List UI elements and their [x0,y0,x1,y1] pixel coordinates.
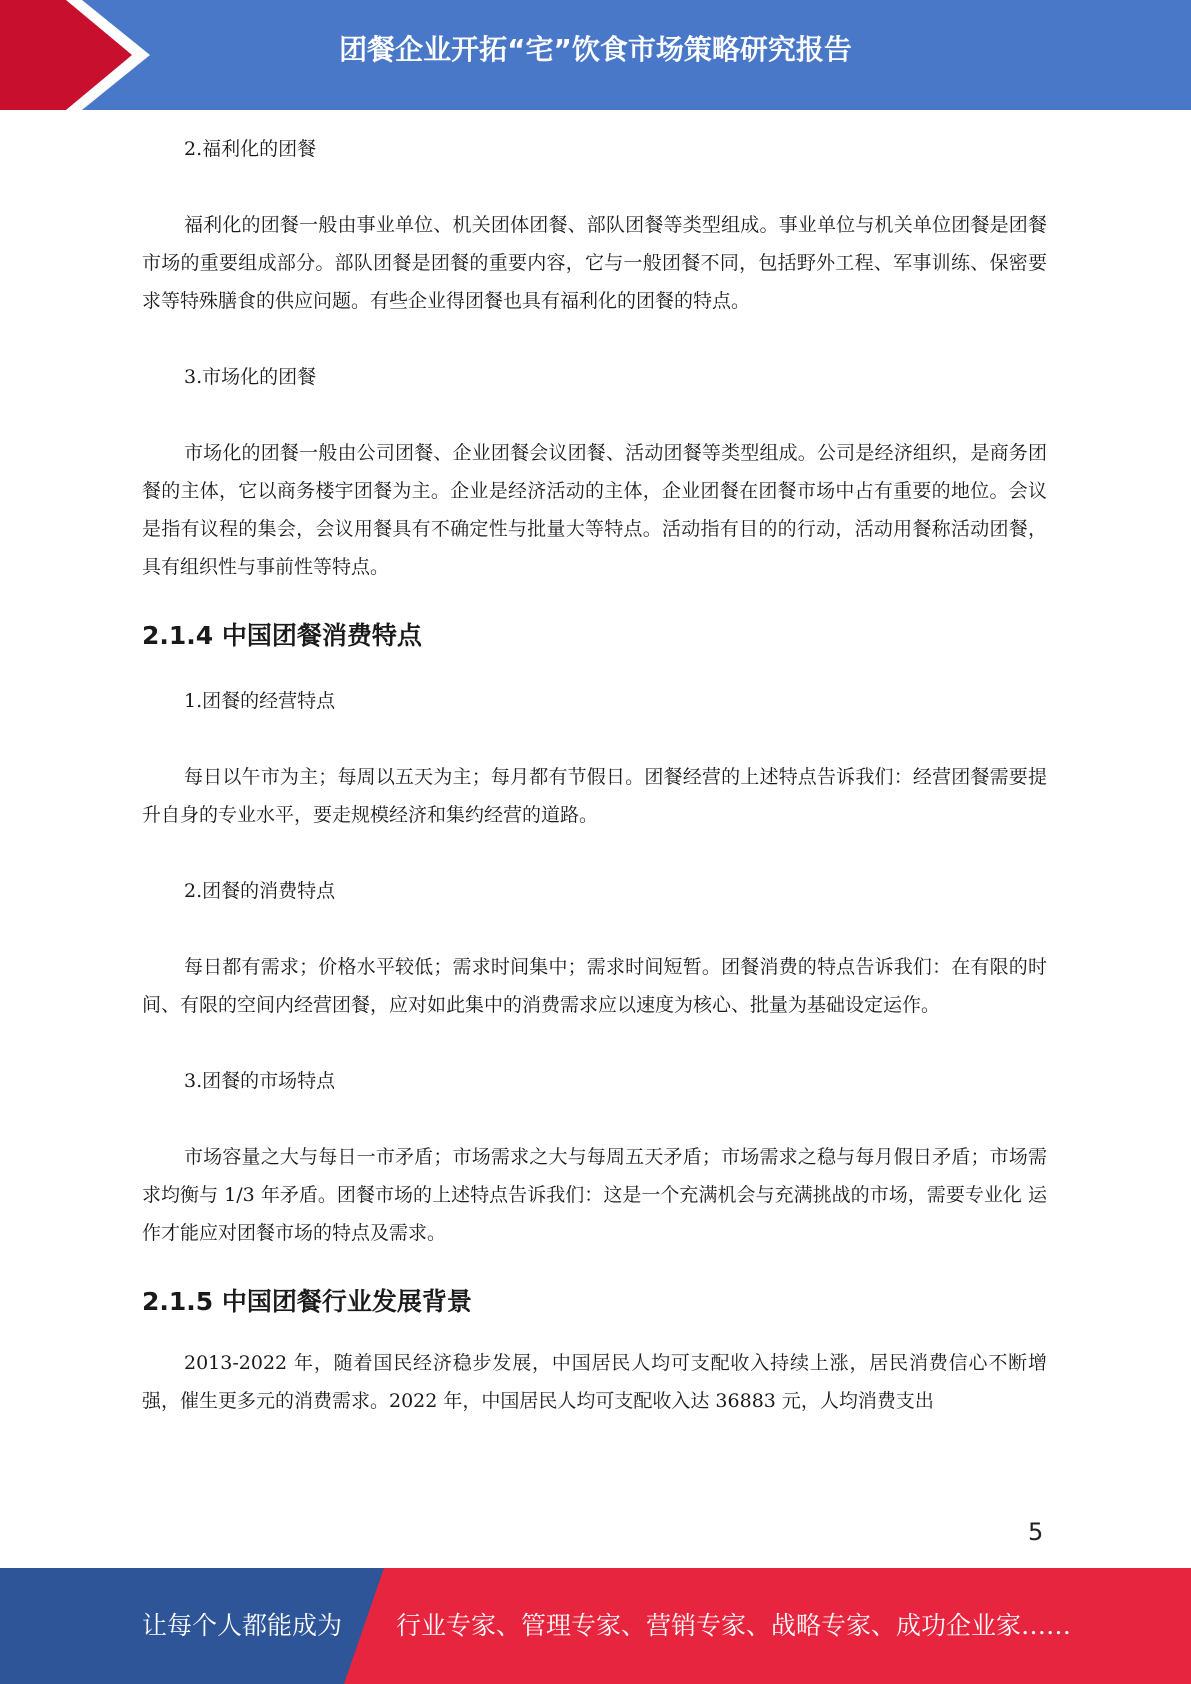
subheading: 1.团餐的经营特点 [184,690,336,712]
subheading: 3.市场化的团餐 [184,366,317,388]
paragraph: 2013-2022 年，随着国民经济稳步发展，中国居民人均可支配收入持续上涨，居民消费信心不断增强，催生更多元的消费需求。2022 年，中国居民人均可支配收入达 36883 元，人均消费支出 [142,1352,1047,1412]
paragraph: 福利化的团餐一般由事业单位、机关团体团餐、部队团餐等类型组成。事业单位与机关单位团餐是团餐市场的重要组成部分。部队团餐是团餐的重要内容，它与一般团餐不同，包括野外工程、军事训练、保密要求等特殊膳食的供应问题。有些企业得团餐也具有福利化的团餐的特点。 [142,214,1047,312]
section-heading: 2.1.5 中国团餐行业发展背景 [142,1287,472,1316]
report-footer [0,1568,1191,1684]
paragraph: 市场化的团餐一般由公司团餐、企业团餐会议团餐、活动团餐等类型组成。公司是经济组织，是商务团餐的主体，它以商务楼宇团餐为主。企业是经济活动的主体，企业团餐在团餐市场中占有重要的地位。会议是指有议程的集会，会议用餐具有不确定性与批量大等特点。活动指有目的的行动，活动用餐称活动团餐，具有组织性与事前性等特点。 [142,442,1047,578]
subheading: 2.福利化的团餐 [184,138,317,160]
paragraph: 每日都有需求；价格水平较低；需求时间集中；需求时间短暂。团餐消费的特点告诉我们：在有限的时间、有限的空间内经营团餐，应对如此集中的消费需求应以速度为核心、批量为基础设定运作。 [142,956,1047,1016]
page-number: 5 [1028,1518,1044,1546]
paragraph: 每日以午市为主；每周以五天为主；每月都有节假日。团餐经营的上述特点告诉我们：经营团餐需要提升自身的专业水平，要走规模经济和集约经营的道路。 [142,766,1047,826]
section-heading: 2.1.4 中国团餐消费特点 [142,621,422,650]
subheading: 2.团餐的消费特点 [184,880,336,902]
report-header [0,0,1191,110]
footer-roles: 行业专家、管理专家、营销专家、战略专家、成功企业家…… [396,1611,1072,1640]
subheading: 3.团餐的市场特点 [184,1070,336,1092]
paragraph: 市场容量之大与每日一市矛盾；市场需求之大与每周五天矛盾；市场需求之稳与每月假日矛盾；市场需求均衡与 1/3 年矛盾。团餐市场的上述特点告诉我们：这是一个充满机会与充满挑战的市场，需要专业化 运作才能应对团餐市场的特点及需求。 [142,1146,1047,1244]
report-body [142,130,1047,1420]
report-title: 团餐企业开拓“宅”饮食市场策略研究报告 [339,33,852,66]
footer-slogan: 让每个人都能成为 [142,1611,343,1640]
